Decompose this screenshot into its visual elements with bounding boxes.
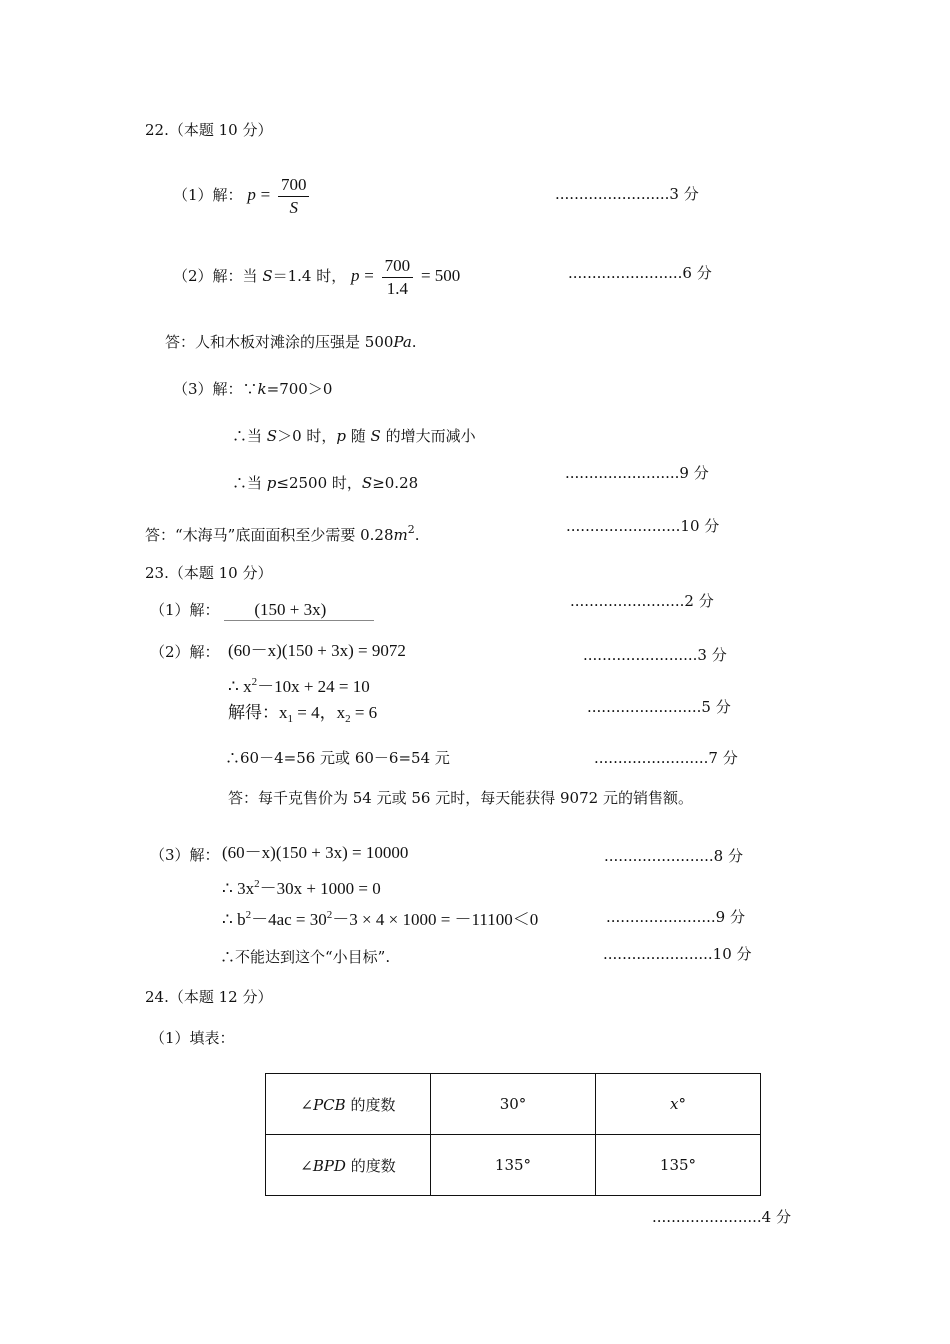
answer-text: 答：人和木板对滩涂的压强是 500 — [165, 333, 394, 351]
q22-answer1 — [165, 332, 417, 352]
sub: 2 — [345, 713, 351, 725]
q23-part2-prefix: （2）解： — [150, 643, 220, 661]
sub: 1 — [287, 713, 293, 725]
fraction-denominator: S — [289, 197, 298, 217]
q23-part3-prefix: （3）解： — [150, 846, 220, 864]
angle-name: PCB — [313, 1095, 346, 1114]
fraction-denominator: 1.4 — [386, 278, 409, 298]
text: 的增大而减小 — [380, 427, 476, 445]
var: S — [361, 474, 373, 492]
q23-part3-line4: ∴不能达到这个“小目标”. — [220, 948, 391, 966]
q22-part2-result: = 500 — [420, 266, 461, 285]
q23-part2-eq: (60－x)(150 + 3x) = 9072 — [228, 641, 406, 660]
q22-part2-var: S — [262, 267, 273, 285]
table-cell — [596, 1074, 761, 1135]
label-text: 的度数 — [345, 1095, 396, 1114]
fraction-numerator: 700 — [278, 176, 310, 197]
sup: 2 — [326, 909, 333, 921]
q23-part3-line3-score: .......................9 分 — [606, 908, 745, 926]
answer-end: . — [411, 333, 417, 351]
q22-part2 — [173, 256, 460, 298]
text: 解得：x — [228, 703, 288, 722]
q23-part3-eq-score: .......................8 分 — [604, 847, 743, 865]
answer-unit: m — [393, 526, 408, 544]
q22-part2-score: ........................6 分 — [568, 264, 712, 282]
sup: 2 — [245, 909, 252, 921]
text: ≥0.28 — [372, 474, 419, 492]
sup: 2 — [251, 676, 258, 688]
q23-part2-eq-score: ........................3 分 — [583, 646, 727, 664]
text: ∴ b — [222, 910, 246, 929]
q22-part1 — [173, 175, 312, 217]
label-text: 的度数 — [345, 1156, 396, 1175]
q23-heading: 23.（本题 10 分） — [145, 564, 273, 582]
table-cell-label — [266, 1074, 431, 1135]
q22-answer2-score: ........................10 分 — [566, 517, 720, 535]
q22-part1-fraction — [278, 176, 310, 217]
table-cell: 135° — [596, 1135, 761, 1196]
var: p — [336, 427, 346, 445]
text: －30x + 1000 = 0 — [259, 879, 381, 898]
angle-symbol: ∠ — [300, 1156, 313, 1175]
text: －4ac = 30 — [251, 910, 327, 929]
q22-part1-prefix: （1）解： — [173, 186, 243, 204]
q22-part2-cond: ＝1.4 时， — [272, 267, 347, 285]
q23-part3-line3 — [222, 905, 538, 930]
q23-part1-prefix: （1）解： — [150, 601, 220, 619]
q22-part2-eq: = — [364, 266, 374, 285]
answer-blank: (150 + 3x) — [224, 600, 374, 621]
q22-part3 — [173, 379, 332, 399]
q23-part2-line3 — [228, 703, 377, 729]
q22-part1-score: ........................3 分 — [555, 185, 699, 203]
text: －10x + 24 = 10 — [257, 677, 370, 696]
table-cell: 135° — [431, 1135, 596, 1196]
table-cell-label — [266, 1135, 431, 1196]
q22-answer2 — [145, 520, 420, 545]
var: p — [266, 474, 277, 492]
table-row — [266, 1135, 761, 1196]
answer-sup: 2 — [407, 523, 415, 536]
q22-part1-eq: = — [260, 185, 271, 204]
q22-heading: 22.（本题 10 分） — [145, 121, 273, 139]
q23-part2-line2 — [228, 672, 370, 697]
text: ≤2500 时， — [276, 474, 362, 492]
q24-table-score: .......................4 分 — [652, 1208, 791, 1226]
text: 随 — [345, 427, 371, 445]
q22-part2-fraction — [382, 257, 414, 298]
q23-part3-line2 — [222, 874, 381, 899]
var: S — [370, 427, 381, 445]
q22-part3-score: ........................9 分 — [565, 464, 709, 482]
sup: 2 — [254, 878, 260, 890]
q23-part2-answer: 答：每千克售价为 54 元或 56 元时，每天能获得 9072 元的销售额。 — [228, 789, 693, 807]
q23-part3-eq: (60－x)(150 + 3x) = 10000 — [222, 843, 409, 862]
angle-name: BPD — [312, 1156, 346, 1175]
fraction-numerator: 700 — [382, 257, 414, 278]
q23-part1-score: ........................2 分 — [570, 592, 714, 610]
angle-symbol: ∠ — [300, 1095, 314, 1114]
q22-part2-prefix: （2）解：当 — [173, 267, 263, 285]
q22-part2-lhs: p — [351, 266, 360, 285]
q23-part2-line4: ∴60－4=56 元或 60－6=54 元 — [225, 749, 450, 767]
q23-part2-line4-score: ........................7 分 — [594, 749, 738, 767]
text: －3 × 4 × 1000 = －11100＜0 — [332, 910, 539, 929]
var: S — [266, 427, 278, 445]
q22-part1-lhs: p — [247, 185, 256, 204]
answer-text: 答：“木海马”底面面积至少需要 0.28 — [145, 526, 394, 544]
text: ∴ 3x — [222, 879, 255, 898]
table-row — [266, 1074, 761, 1135]
q24-heading: 24.（本题 12 分） — [145, 988, 273, 1006]
q23-part2-line3-score: ........................5 分 — [587, 698, 731, 716]
text: ∴当 — [232, 427, 267, 445]
text: ＞0 时， — [277, 427, 337, 445]
q24-part1-prefix: （1）填表： — [150, 1029, 235, 1047]
answer-end: . — [414, 526, 420, 544]
q22-part3-var: k — [257, 380, 267, 398]
q23-part3-line4-score: .......................10 分 — [603, 945, 752, 963]
q23-part1 — [150, 600, 374, 621]
q22-part3-rest: =700＞0 — [266, 380, 333, 398]
degree-symbol: ° — [678, 1095, 686, 1113]
q22-part3-prefix: （3）解：∵ — [173, 380, 258, 398]
var: x — [670, 1095, 679, 1113]
q22-part3-line3 — [232, 473, 418, 493]
text: ∴当 — [232, 474, 267, 492]
text: ∴ x — [228, 677, 252, 696]
text: = 4，x — [293, 703, 346, 722]
text: = 6 — [350, 703, 378, 722]
q22-part3-line2 — [232, 426, 476, 446]
table-cell: 30° — [431, 1074, 596, 1135]
angle-table — [265, 1073, 761, 1196]
answer-unit: Pa — [393, 333, 412, 351]
